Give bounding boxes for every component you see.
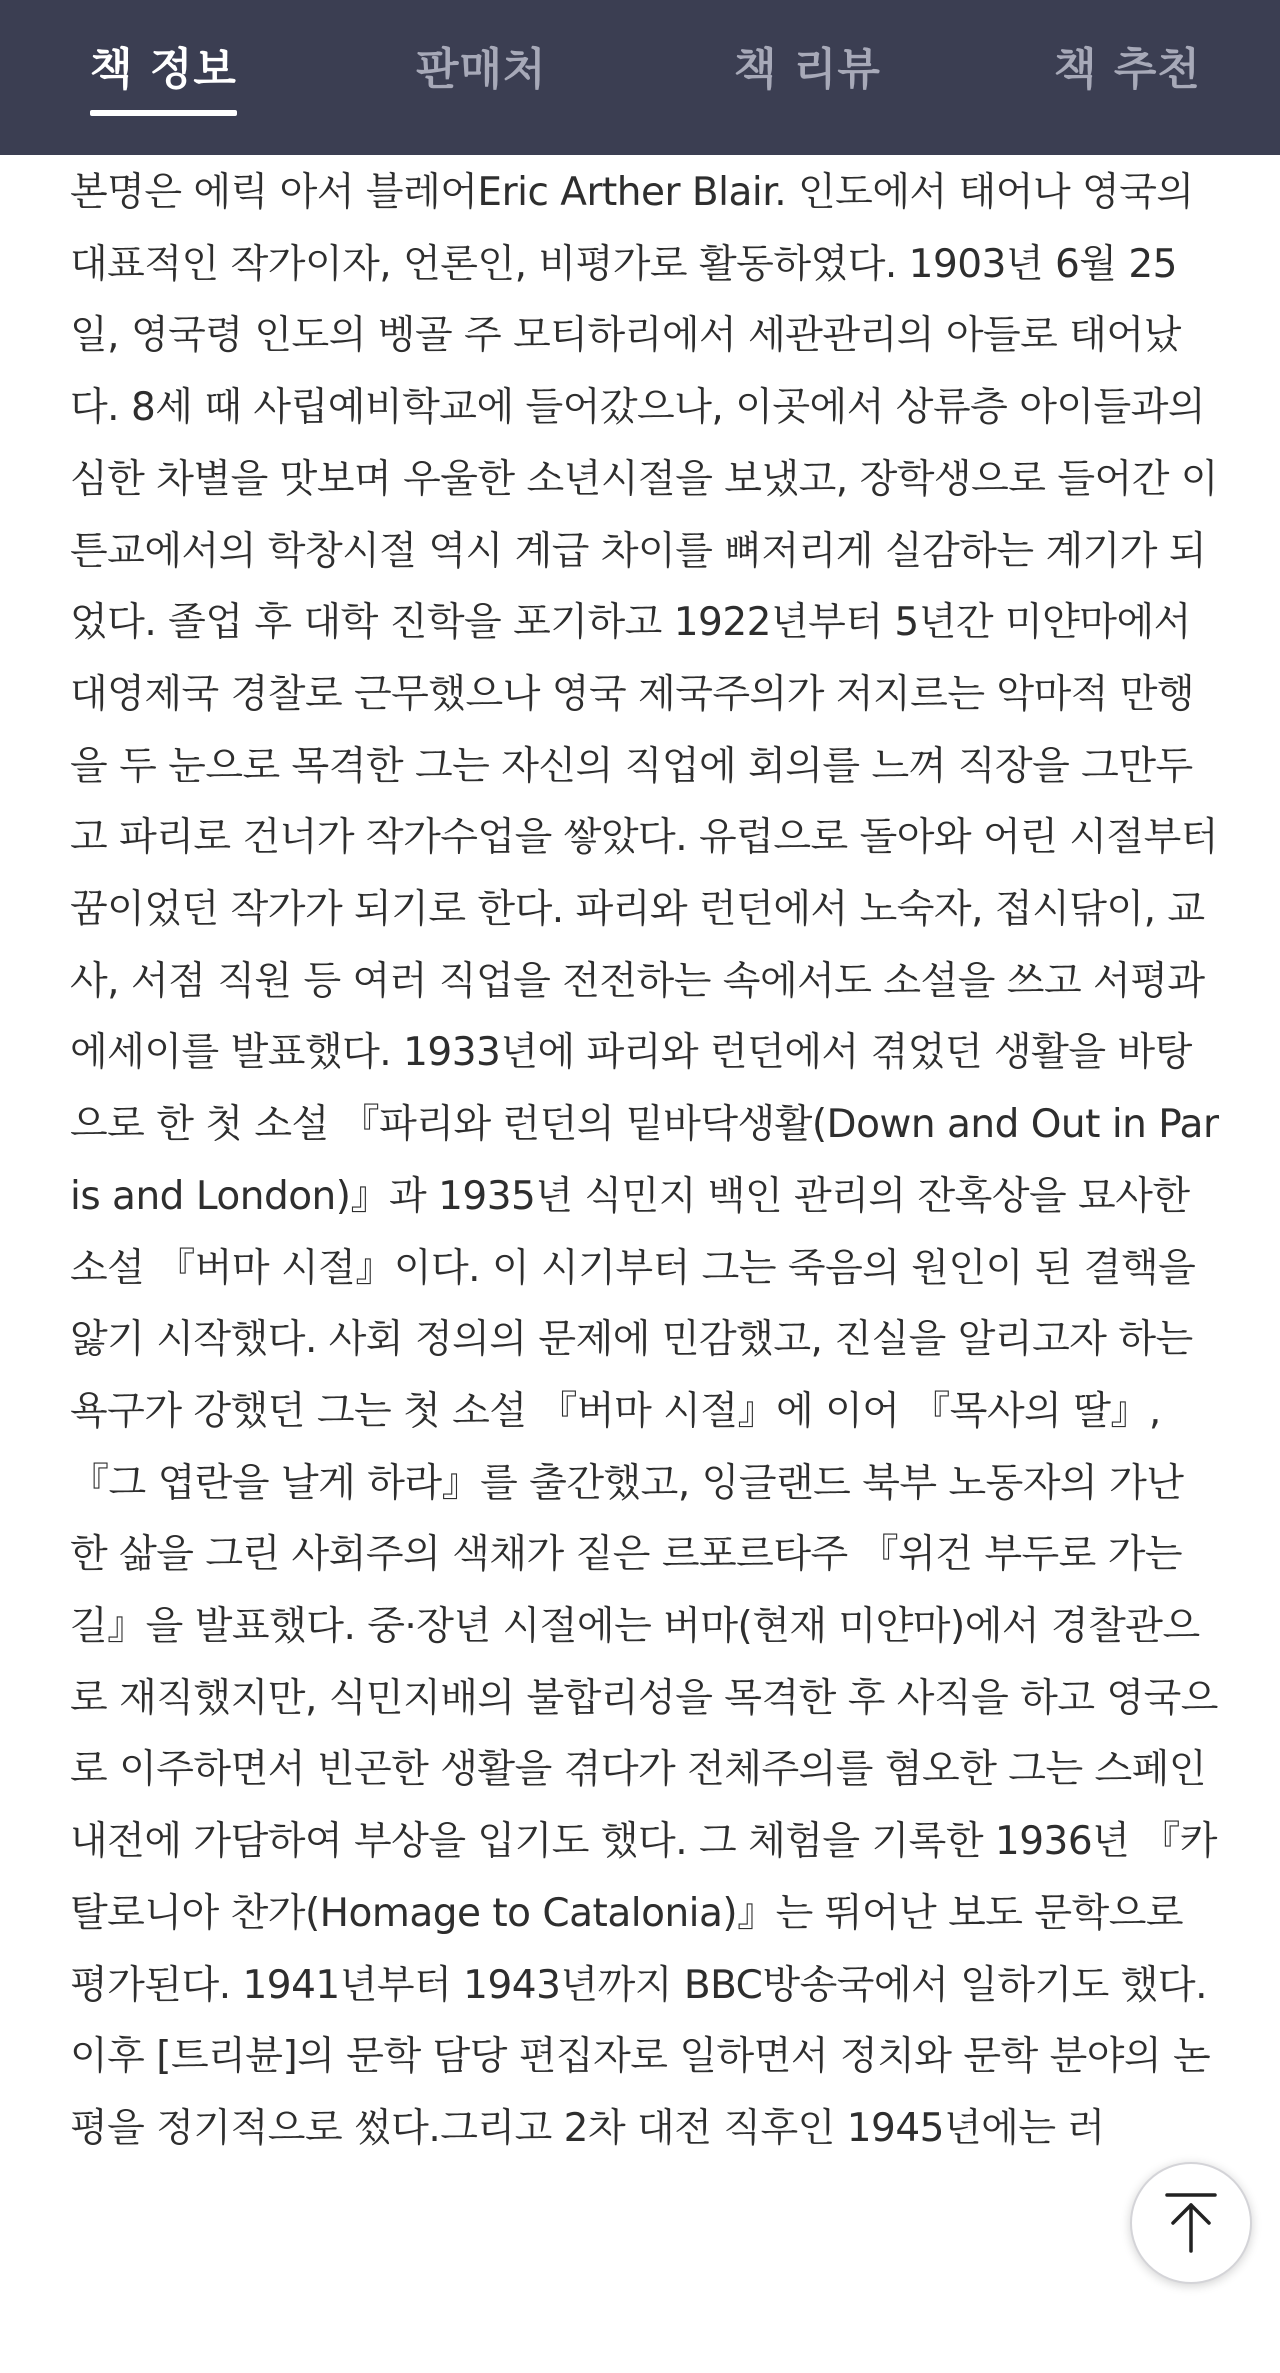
arrow-up-to-line-icon xyxy=(1163,2191,1219,2255)
tab-bar xyxy=(0,0,1280,155)
tab-book-review-label: 책 리뷰 xyxy=(734,44,881,95)
tab-book-recommend-label: 책 추천 xyxy=(1054,44,1201,95)
tab-book-recommend[interactable] xyxy=(1054,38,1201,118)
scroll-to-top-button[interactable] xyxy=(1130,2162,1252,2284)
book-info-content[interactable] xyxy=(0,155,1280,2335)
bottom-fade xyxy=(0,2313,1280,2373)
tab-book-review[interactable] xyxy=(734,38,881,118)
tab-book-info[interactable] xyxy=(90,38,237,118)
tab-sellers-label: 판매처 xyxy=(416,44,547,95)
active-tab-indicator xyxy=(90,110,237,116)
tab-sellers[interactable] xyxy=(416,38,547,118)
author-bio-text: 본명은 에릭 아서 블레어Eric Arther Blair. 인도에서 태어나 영국의 대표적인 작가이자, 언론인, 비평가로 활동하였다. 1903년 6월 25일, 영국령 인도의 벵골 주 모티하리에서 세관관리의 아들로 태어났다. 8세 때 사립예비학교에 들어갔으나, 이곳에서 상류층 아이들과의 심한 차별을 맛보며 우울한 소년시절을 보냈고, 장학생으로 들어간 이튼교에서의 학창시절 역시 계급 차이를 뼈저리게 실감하는 계기가 되었다. 졸업 후 대학 진학을 포기하고 1922년부터 5년간 미얀마에서 대영제국 경찰로 근무했으나 영국 제국주의가 저지르는 악마적 만행을 두 눈으로 목격한 그는 자신의 직업에 회의를 느껴 직장을 그만두고 파리로 건너가 작가수업을 쌓았다. 유럽으로 돌아와 어린 시절부터 꿈이었던 작가가 되기로 한다. 파리와 런던에서 노숙자, 접시닦이, 교사, 서점 직원 등 여러 직업을 전전하는 속에서도 소설을 쓰고 서평과 에세이를 발표했다. 1933년에 파리와 런던에서 겪었던 생활을 바탕으로 한 첫 소설 『파리와 런던의 밑바닥생활(Down and Out in Paris and London)』과 1935년 식민지 백인 관리의 잔혹상을 묘사한 소설 『버마 시절』이다. 이 시기부터 그는 죽음의 원인이 된 결핵을 앓기 시작했다. 사회 정의의 문제에 민감했고, 진실을 알리고자 하는 욕구가 강했던 그는 첫 소설 『버마 시절』에 이어 『목사의 딸』, 『그 엽란을 날게 하라』를 출간했고, 잉글랜드 북부 노동자의 가난한 삶을 그린 사회주의 색채가 짙은 르포르타주 『위건 부두로 가는 길』을 발표했다. 중·장년 시절에는 버마(현재 미얀마)에서 경찰관으로 재직했지만, 식민지배의 불합리성을 목격한 후 사직을 하고 영국으로 이주하면서 빈곤한 생활을 겪다가 전체주의를 혐오한 그는 스페인 내전에 가담하여 부상을 입기도 했다. 그 체험을 기록한 1936년 『카탈로니아 찬가(Homage to Catalonia)』는 뛰어난 보도 문학으로 평가된다. 1941년부터 1943년까지 BBC방송국에서 일하기도 했다. 이후 [트리뷴]의 문학 담당 편집자로 일하면서 정치와 문학 분야의 논평을 정기적으로 썼다.그리고 2차 대전 직후인 1945년에는 러 xyxy=(70,170,1219,2151)
tab-book-info-label: 책 정보 xyxy=(90,44,237,95)
